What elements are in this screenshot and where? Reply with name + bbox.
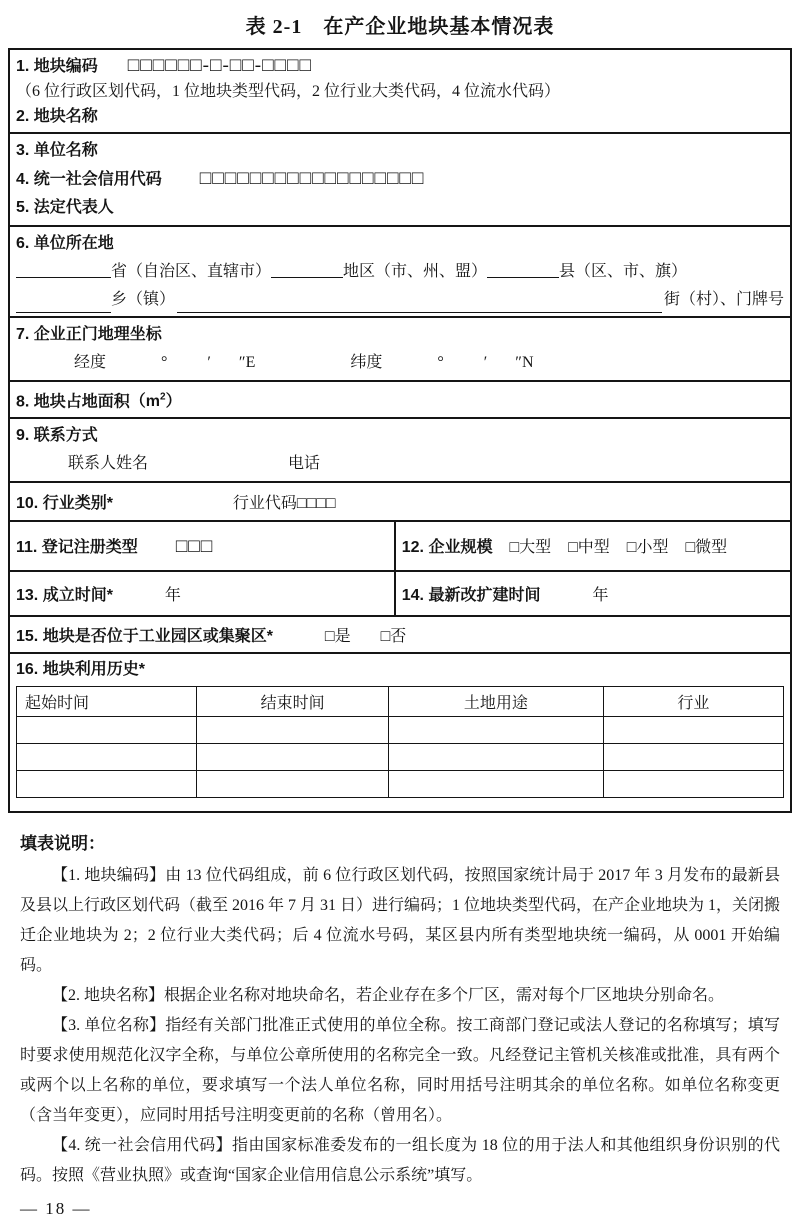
form-row-land-area	[10, 380, 790, 417]
page-number: — 18 —	[20, 1199, 92, 1219]
region-label: 地区（市、州、盟）	[343, 263, 488, 280]
registration-type-cell	[10, 522, 394, 570]
history-header-start-time: 起始时间	[17, 687, 197, 717]
town-label: 乡（镇）	[111, 291, 176, 308]
form-row-land-use-history	[10, 652, 790, 811]
county-blank	[487, 259, 559, 278]
location-line-1	[16, 258, 784, 286]
instruction-para-1: 【1. 地块编码】由 13 位代码组成，前 6 位行政区划代码，按照国家统计局于 2017 年 3 月发布的最新县及县以上行政区划代码（截至 2016 年 7 月 31 日）进行编码；1 位地块类型代码，在产企业地块为 1，关闭搬迁企业地块为 2；2 位行业大类代码；后 4 位流水号码，某区县内所有类型地块统一编码，从 0001 开始编码。	[20, 867, 781, 975]
form-row-registration-scale	[10, 520, 790, 570]
phone-label: 电话	[288, 455, 321, 473]
latitude-degree-symbol: °	[437, 354, 444, 371]
checkbox-small: □小型	[626, 539, 669, 557]
history-header-end-time: 结束时间	[197, 687, 389, 717]
instruction-para-2: 【2. 地块名称】根据企业名称对地块命名，若企业存在多个厂区，需对每个厂区地块分别命名。	[52, 987, 725, 1005]
form-row-unit-info	[10, 132, 790, 225]
checkbox-medium: □中型	[568, 539, 610, 557]
coordinates-line	[16, 349, 784, 377]
parcel-name-label: 2. 地块名称	[16, 108, 98, 125]
street-label: 街（村）、门牌号	[663, 291, 784, 308]
form-row-contact	[10, 417, 790, 481]
province-label: 省（自治区、直辖市）	[111, 263, 272, 280]
longitude-minute-symbol: ′	[207, 354, 211, 371]
history-empty-row	[17, 771, 784, 798]
fill-in-instructions	[20, 831, 780, 1191]
unit-location-label: 6. 单位所在地	[16, 235, 114, 252]
history-header-row	[17, 687, 784, 717]
latitude-minute-symbol: ′	[483, 354, 488, 371]
parcel-code-label: 1. 地块编码	[16, 58, 98, 75]
instructions-heading: 填表说明：	[20, 834, 105, 854]
registration-type-label: 11. 登记注册类型	[16, 539, 138, 557]
credit-code-boxes: □□□□□□□□□□□□□□□□□□	[199, 168, 425, 189]
longitude-label: 经度	[74, 354, 107, 371]
province-blank	[16, 259, 111, 278]
town-blank	[16, 294, 111, 313]
checkbox-no: □否	[380, 628, 407, 646]
history-empty-row	[17, 744, 784, 771]
history-header-industry: 行业	[603, 687, 783, 717]
establish-year-unit: 年	[164, 587, 181, 605]
checkbox-large: □大型	[509, 539, 552, 557]
instruction-para-3: 【3. 单位名称】指经有关部门批准正式使用的单位全称。按工商部门登记或法人登记的名称填写；填写时要求使用规范化汉字全称，与单位公章所使用的名称完全一致。凡经登记主管机关核准或批准，具有两个或两个以上名称的单位，要求填写一个法人单位名称，同时用括号注明其余的单位名称。如单位名称变更（含当年变更），应同时用括号注明变更前的名称（曾用名）。	[20, 1017, 780, 1125]
region-blank	[271, 259, 343, 278]
parcel-code-boxes: □□□□□□-□-□□-□□□□	[127, 55, 312, 76]
instruction-para-4: 【4. 统一社会信用代码】指由国家标准委发布的一组长度为 18 位的用于法人和其他组织身份识别的代码。按照《营业执照》或查询“国家企业信用信息公示系统”填写。	[20, 1137, 780, 1185]
renovation-date-label: 14. 最新改扩建时间	[401, 587, 541, 605]
land-area-label: 8. 地块占地面积	[16, 393, 130, 411]
parcel-code-note: （6 位行政区划代码，1 位地块类型代码，2 位行业大类代码，4 位流水代码）	[16, 83, 561, 100]
registration-type-boxes: □□□	[175, 536, 214, 558]
form-row-parcel-code	[10, 50, 790, 132]
latitude-label: 纬度	[350, 354, 383, 371]
renovation-year-unit: 年	[592, 587, 609, 605]
street-blank	[177, 294, 662, 313]
industrial-park-label: 15. 地块是否位于工业园区或集聚区*	[16, 628, 273, 646]
land-use-history-label: 16. 地块利用历史*	[16, 661, 145, 679]
industry-category-label: 10. 行业类别*	[16, 495, 113, 513]
contact-person-label: 联系人姓名	[68, 455, 149, 473]
county-label: 县（区、市、旗）	[559, 263, 688, 280]
checkbox-yes: □是	[324, 628, 351, 646]
establish-date-cell	[10, 572, 394, 615]
basic-info-form-table	[8, 48, 792, 813]
renovation-date-cell	[394, 572, 790, 615]
establish-date-label: 13. 成立时间*	[16, 587, 113, 605]
credit-code-label: 4. 统一社会信用代码	[16, 171, 162, 188]
history-header-land-use: 土地用途	[388, 687, 603, 717]
enterprise-scale-label: 12. 企业规模	[401, 539, 493, 557]
form-row-geo-coordinates	[10, 316, 790, 380]
page-title: 表 2-1 在产企业地块基本情况表	[245, 16, 555, 38]
land-area-unit: $(m^2)$	[129, 392, 182, 411]
enterprise-scale-cell	[394, 522, 790, 570]
history-empty-row	[17, 717, 784, 744]
contact-label: 9. 联系方式	[16, 427, 98, 445]
form-row-dates	[10, 570, 790, 615]
land-use-history-table	[16, 686, 784, 798]
form-row-industrial-park	[10, 615, 790, 652]
checkbox-micro: □微型	[685, 539, 728, 557]
industry-code-boxes: 行业代码□□□□	[232, 495, 336, 513]
unit-name-label: 3. 单位名称	[16, 142, 98, 159]
form-row-industry-category	[10, 481, 790, 520]
latitude-second-north: ″N	[515, 354, 534, 371]
geo-coordinates-label: 7. 企业正门地理坐标	[16, 326, 162, 343]
location-line-2	[16, 286, 784, 313]
longitude-second-east: ″E	[238, 354, 256, 371]
longitude-degree-symbol: °	[161, 354, 168, 371]
legal-representative-label: 5. 法定代表人	[16, 199, 114, 216]
form-row-unit-location	[10, 225, 790, 316]
